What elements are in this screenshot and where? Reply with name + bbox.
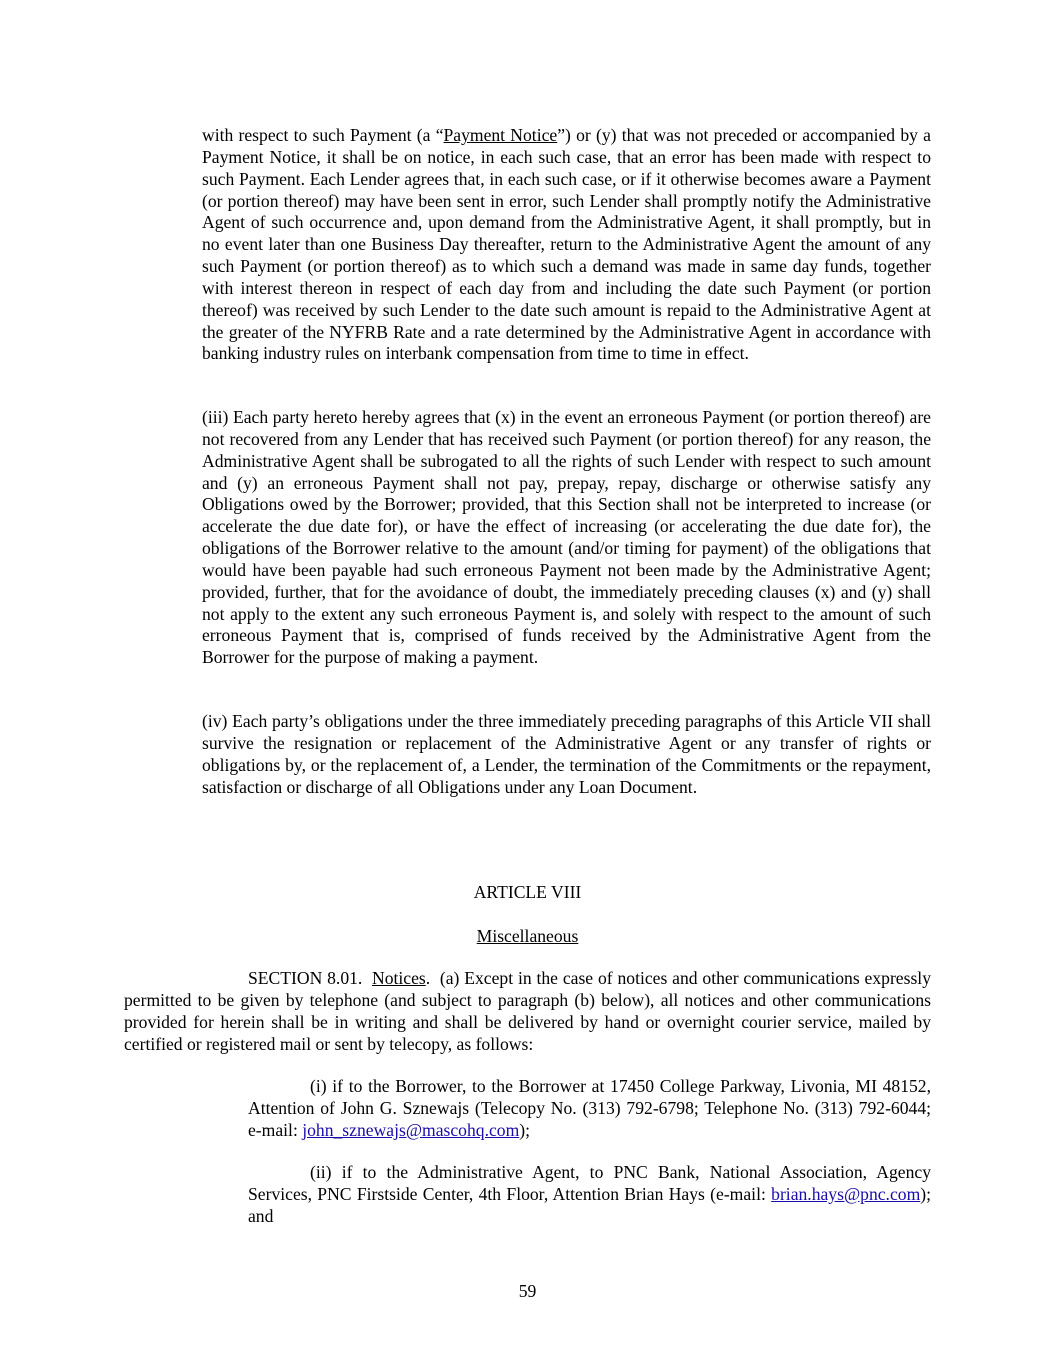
paragraph-iv: (iv) Each party’s obligations under the three immediately preceding paragraphs of this Article VII shall survive the resignation or replacement of the Administrative Agent or any transfer of rights or obligations by, or the replacement of, a Lender, the termination of the Commitments or the repayment, satisfaction or discharge of all Obligations under any Loan Document. xyxy=(202,711,931,797)
notice-text: (ii) if to the Administrative Agent, to PNC Bank, National Association, Agency Services, PNC Firstside Center, 4th Floor, Attention Brian Hays (e-mail: xyxy=(248,1162,931,1204)
defined-term-payment-notice: Payment Notice xyxy=(443,125,558,145)
borrower-email-link[interactable]: john_sznewajs@mascohq.com xyxy=(302,1119,520,1140)
article-title xyxy=(0,926,1055,948)
section-title: Notices xyxy=(372,968,426,988)
agent-email-link[interactable]: brian.hays@pnc.com xyxy=(771,1183,921,1204)
paragraph-payment-notice xyxy=(202,125,931,365)
paragraph-iii: (iii) Each party hereto hereby agrees that (x) in the event an erroneous Payment (or portion thereof) are not recovered from any Lender that has received such Payment (or portion thereof) for any reason, the Administrative Agent shall be subrogated to all the rights of such Lender with respect to such amount and (y) an erroneous Payment shall not pay, prepay, repay, discharge or otherwise satisfy any Obligations owed by the Borrower; provided, that this Section shall not be interpreted to increase (or accelerate the due date for), or have the effect of increasing (or accelerating the due date for), the obligations of the Borrower relative to the amount (and/or timing for payment) of the obligations that would have been payable had such erroneous Payment not been made by the Administrative Agent; provided, further, that for the avoidance of doubt, the immediately preceding clauses (x) and (y) shall not apply to the extent any such erroneous Payment is, and solely with respect to the amount of such erroneous Payment that is, comprised of funds received by the Administrative Agent from the Borrower for the purpose of making a payment. xyxy=(202,407,931,668)
article-heading: ARTICLE VIII xyxy=(473,882,582,902)
section-body: (a) Except in the case of notices and other communications expressly permitted to be given by telephone (and subject to paragraph (b) below), all notices and other communications provided for herein shall be in writing and shall be delivered by hand or overnight courier service, mailed by certified or registered mail or sent by telecopy, as follows: xyxy=(124,968,931,1054)
article-title-text: Miscellaneous xyxy=(476,926,579,946)
section-8-01 xyxy=(124,968,931,1055)
paragraph-text: ”) or (y) that was not preceded or accompanied by a Payment Notice, it shall be on notice, in each such case, that an error has been made with respect to such Payment. Each Lender agrees that, in each such case, or if it otherwise becomes aware a Payment (or portion thereof) may have been sent in error, such Lender shall promptly notify the Administrative Agent of such occurrence and, upon demand from the Administrative Agent, it shall promptly, but in no event later than one Business Day thereafter, return to the Administrative Agent the amount of any such Payment (or portion thereof) as to which such a demand was made in same day funds, together with interest thereon in respect of each day from and including the date such Payment (or portion thereof) was received by such Lender to the date such amount is repaid to the Administrative Agent at the greater of the NYFRB Rate and a rate determined by the Administrative Agent in accordance with banking industry rules on interbank compensation from time to time in effect. xyxy=(202,125,931,364)
paragraph-text: with respect to such Payment (a “ xyxy=(202,125,444,145)
page-number: 59 xyxy=(518,1281,537,1301)
section-number: SECTION 8.01. xyxy=(248,968,363,988)
notice-borrower xyxy=(248,1076,931,1142)
notice-text: (i) if to the Borrower, to the Borrower at 17450 College Parkway, Livonia, MI 48152, Attention of John G. Sznewajs (Telecopy No. (313) 792-6798; Telephone No. (313) 792-6044; e-mail: xyxy=(248,1076,931,1140)
notice-text: ); xyxy=(519,1119,531,1140)
section-title-period: . xyxy=(425,968,431,988)
notice-text: ); and xyxy=(248,1183,931,1226)
notice-administrative-agent xyxy=(248,1162,931,1228)
